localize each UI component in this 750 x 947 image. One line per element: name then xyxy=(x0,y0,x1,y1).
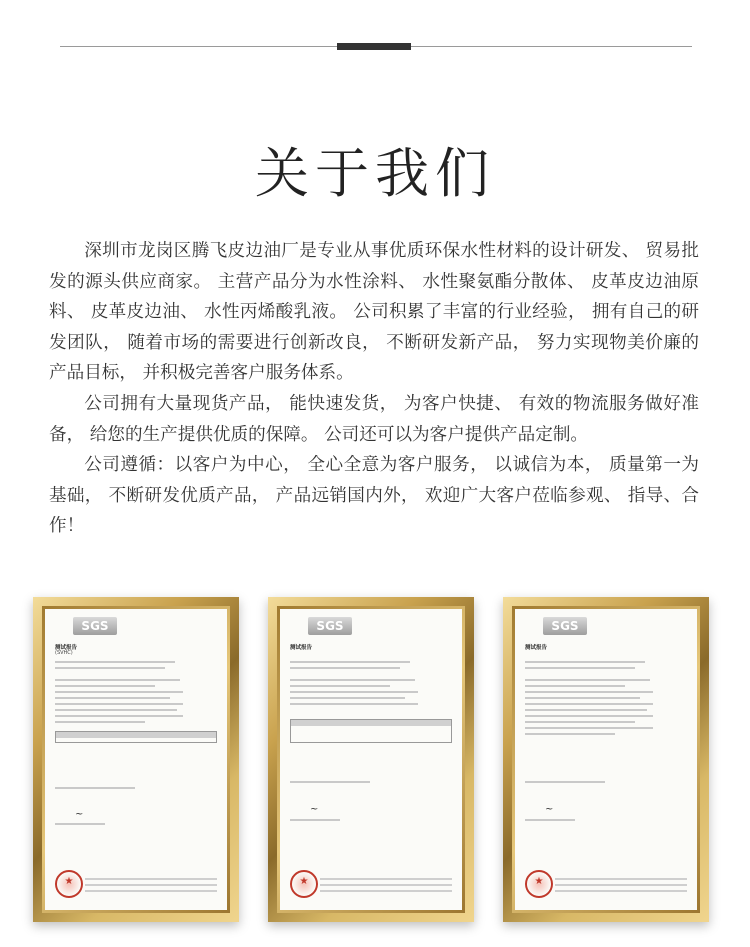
certificate-frame xyxy=(268,597,474,922)
certificate-frame xyxy=(503,597,709,922)
seal-stamp: ★ xyxy=(290,870,318,898)
seal-stamp: ★ xyxy=(55,870,83,898)
signature: ~ xyxy=(75,809,84,820)
seal-stamp: ★ xyxy=(525,870,553,898)
sgs-logo: SGS xyxy=(543,617,587,635)
certificate-title: 测试报告 xyxy=(525,645,548,651)
certificate-document xyxy=(45,609,227,910)
sgs-logo: SGS xyxy=(73,617,117,635)
certificate-title: 测试报告 xyxy=(290,645,313,651)
sgs-logo: SGS xyxy=(308,617,352,635)
certificate-frame xyxy=(33,597,239,922)
signature: ~ xyxy=(310,804,319,815)
certificate-subtitle: (SVHC) xyxy=(55,650,73,656)
certificate-title: 测试报告 xyxy=(55,645,78,651)
page-title: 关于我们 xyxy=(255,142,495,206)
about-text xyxy=(49,236,699,542)
certificate-document xyxy=(280,609,462,910)
certificate-document xyxy=(515,609,697,910)
divider-accent xyxy=(337,43,411,50)
about-paragraph: 公司拥有大量现货产品， 能快速发货， 为客户快捷、 有效的物流服务做好准备， 给您的生产提供优质的保障。 公司还可以为客户提供产品定制。 xyxy=(49,393,699,445)
signature: ~ xyxy=(545,804,554,815)
about-paragraph: 公司遵循：以客户为中心， 全心全意为客户服务， 以诚信为本， 质量第一为基础， 不断研发优质产品， 产品远销国内外， 欢迎广大客户莅临参观、 指导、合作！ xyxy=(49,455,699,537)
about-paragraph: 深圳市龙岗区腾飞皮边油厂是专业从事优质环保水性材料的设计研发、 贸易批发的源头供应商家。 主营产品分为水性涂料、 水性聚氨酯分散体、 皮革皮边油原料、 皮革皮边油、 水性丙烯酸乳液。 公司积累了丰富的行业经验， 拥有自己的研发团队， 随着市场的需要进行创新改良， 不断研发新产品， 努力实现物美价廉的产品目标， 并积极完善客户服务体系。 xyxy=(49,241,699,384)
